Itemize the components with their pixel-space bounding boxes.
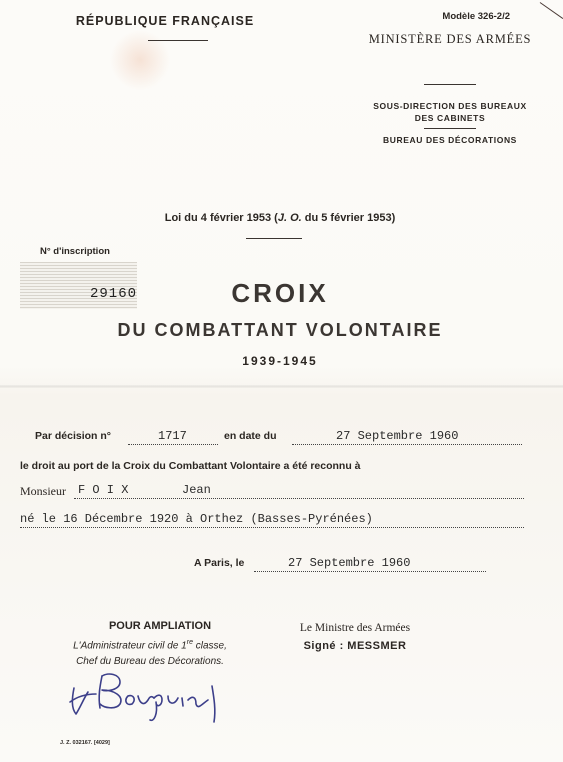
registration-label: N° d'inscription [40, 246, 110, 257]
title-years: 1939-1945 [242, 354, 318, 368]
recipient-birth: né le 16 Décembre 1920 à Orthez (Basses-Pyrénées) [20, 512, 373, 526]
ampliation-line1 [40, 639, 260, 651]
law-jo: J. O. [277, 212, 302, 224]
paper-fold [0, 385, 563, 388]
place-date-label: A Paris, le [194, 557, 245, 569]
header-rule-left [148, 40, 208, 41]
subdirection-rule [424, 128, 476, 129]
ministry-rule [424, 84, 476, 85]
decision-date-line [292, 444, 522, 445]
registration-number: 29160 [89, 286, 137, 302]
place-date: 27 Septembre 1960 [288, 556, 411, 570]
subdirection-line2: DES CABINETS [414, 113, 486, 123]
ministry-header: MINISTÈRE DES ARMÉES [368, 32, 532, 46]
law-suffix: du 5 février 1953) [301, 212, 396, 224]
paper-stain [110, 30, 170, 90]
subdirection-line1: SOUS-DIRECTION DES BUREAUX [373, 101, 527, 111]
recipient-salutation: Monsieur [20, 484, 66, 498]
recipient-birth-line [20, 527, 524, 528]
decision-label: Par décision n° [35, 430, 111, 442]
title-combattant-volontaire: DU COMBATTANT VOLONTAIRE [117, 320, 443, 340]
ampliation-title: POUR AMPLIATION [108, 620, 212, 632]
decision-statement: le droit au port de la Croix du Combattant Volontaire a été reconnu à [20, 460, 361, 472]
model-number: Modèle 326-2/2 [442, 11, 510, 22]
recipient-name-line [74, 498, 524, 499]
recipient-surname: F O I X [78, 483, 129, 497]
law-prefix: Loi du 4 février 1953 ( [164, 212, 278, 224]
corner-mark [540, 2, 563, 19]
printer-reference: J. Z. 032167. [4029] [60, 740, 110, 746]
place-date-line [254, 571, 486, 572]
law-reference [60, 212, 500, 224]
minister-title: Le Ministre des Armées [299, 622, 411, 634]
decision-number-line [128, 444, 218, 445]
ampliation-line1-sup: re [186, 639, 193, 646]
handwritten-signature [62, 664, 232, 726]
ampliation-line2: Chef du Bureau des Décorations. [76, 656, 224, 667]
republic-header: RÉPUBLIQUE FRANÇAISE [75, 14, 255, 28]
decision-date: 27 Septembre 1960 [336, 429, 459, 443]
ampliation-line1-end: classe, [192, 640, 227, 652]
law-rule [246, 238, 302, 239]
ampliation-line1-main: L'Administrateur civil de 1 [73, 640, 187, 652]
bureau-header: BUREAU DES DÉCORATIONS [383, 135, 517, 145]
minister-signature-line: Signé : MESSMER [303, 640, 407, 652]
recipient-given-name: Jean [182, 483, 211, 497]
decision-date-label: en date du [224, 430, 277, 442]
title-croix: CROIX [231, 278, 329, 308]
decision-number: 1717 [158, 429, 187, 443]
